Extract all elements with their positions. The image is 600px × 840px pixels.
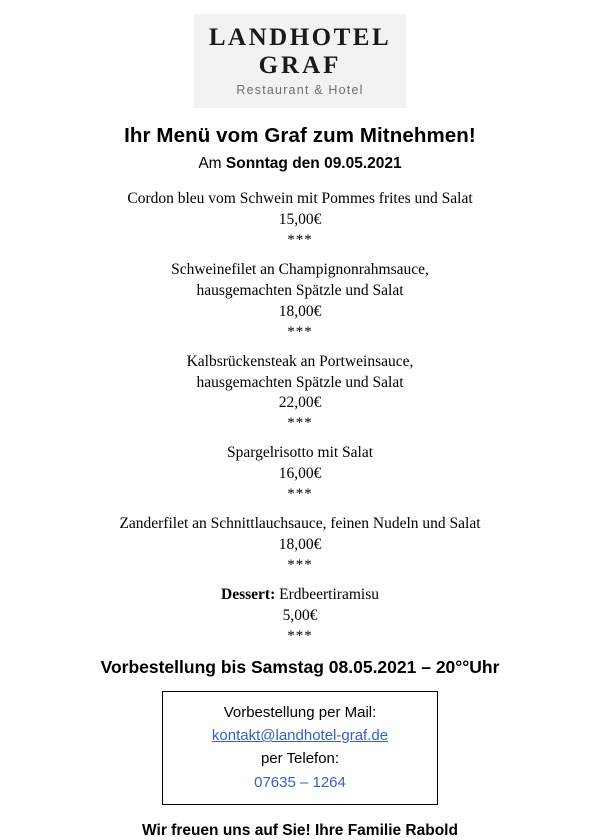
menu-item-line: Schweinefilet an Champignonrahmsauce,: [171, 260, 429, 278]
email-link[interactable]: kontakt@landhotel-graf.de: [211, 727, 389, 745]
menu-separator: ***: [287, 627, 313, 644]
menu-item-price: 18,00€: [278, 302, 322, 320]
dessert-label: Dessert:: [221, 586, 276, 604]
contact-box-container: [0, 691, 600, 805]
menu-date-line: [0, 155, 600, 173]
logo-container: [0, 14, 600, 108]
menu-item-line: Spargelrisotto mit Salat: [226, 444, 374, 462]
menu-item: [0, 443, 600, 485]
dessert-name: Erdbeertiramisu: [279, 586, 379, 604]
menu-item-price: 22,00€: [278, 394, 322, 412]
menu-separator: ***: [287, 323, 313, 340]
preorder-headline: Vorbestellung bis Samstag 08.05.2021 – 20°°Uhr: [100, 656, 500, 677]
dessert-item: [0, 585, 600, 627]
footer-message: Wir freuen uns auf Sie! Ihre Familie Rabold: [142, 821, 458, 839]
logo-subtitle: Restaurant & Hotel: [236, 83, 364, 98]
page-title: Ihr Menü vom Graf zum Mitnehmen!: [124, 124, 476, 147]
menu-item: [0, 260, 600, 323]
menu-separator: ***: [287, 486, 313, 503]
menu-item: [0, 352, 600, 415]
phone-label: per Telefon:: [260, 750, 340, 768]
landhotel-graf-logo: [194, 14, 406, 108]
mail-row: [169, 724, 431, 747]
menu-item-line: hausgemachten Spätzle und Salat: [196, 281, 404, 299]
menu-date-prefix: Am: [198, 155, 226, 172]
menu-item-price: 16,00€: [278, 465, 322, 483]
contact-box: [162, 691, 438, 805]
menu-item-line: Cordon bleu vom Schwein mit Pommes frites und Salat: [127, 190, 473, 207]
menu-item-price: 18,00€: [278, 536, 322, 554]
menu-list: [0, 189, 600, 645]
menu-item-price: 15,00€: [278, 210, 322, 228]
dessert-price: 5,00€: [282, 606, 318, 624]
menu-item-line: hausgemachten Spätzle und Salat: [196, 373, 404, 391]
mail-label: Vorbestellung per Mail:: [223, 703, 377, 721]
menu-document: [0, 14, 600, 839]
menu-item-line: Zanderfilet an Schnittlauchsauce, feinen Nudeln und Salat: [119, 515, 481, 533]
menu-date-value: Sonntag den 09.05.2021: [225, 155, 402, 172]
phone-number[interactable]: 07635 – 1264: [254, 773, 346, 791]
logo-line-landhotel: LANDHOTEL: [208, 24, 392, 52]
logo-line-graf: GRAF: [258, 52, 342, 80]
phone-row: [169, 771, 431, 794]
menu-separator: ***: [287, 231, 313, 248]
menu-item: [0, 514, 600, 556]
dessert-line: [0, 585, 600, 606]
menu-item-line: Kalbsrückensteak an Portweinsauce,: [186, 352, 414, 370]
menu-separator: ***: [287, 415, 313, 432]
menu-separator: ***: [287, 557, 313, 574]
menu-item: [0, 189, 600, 231]
